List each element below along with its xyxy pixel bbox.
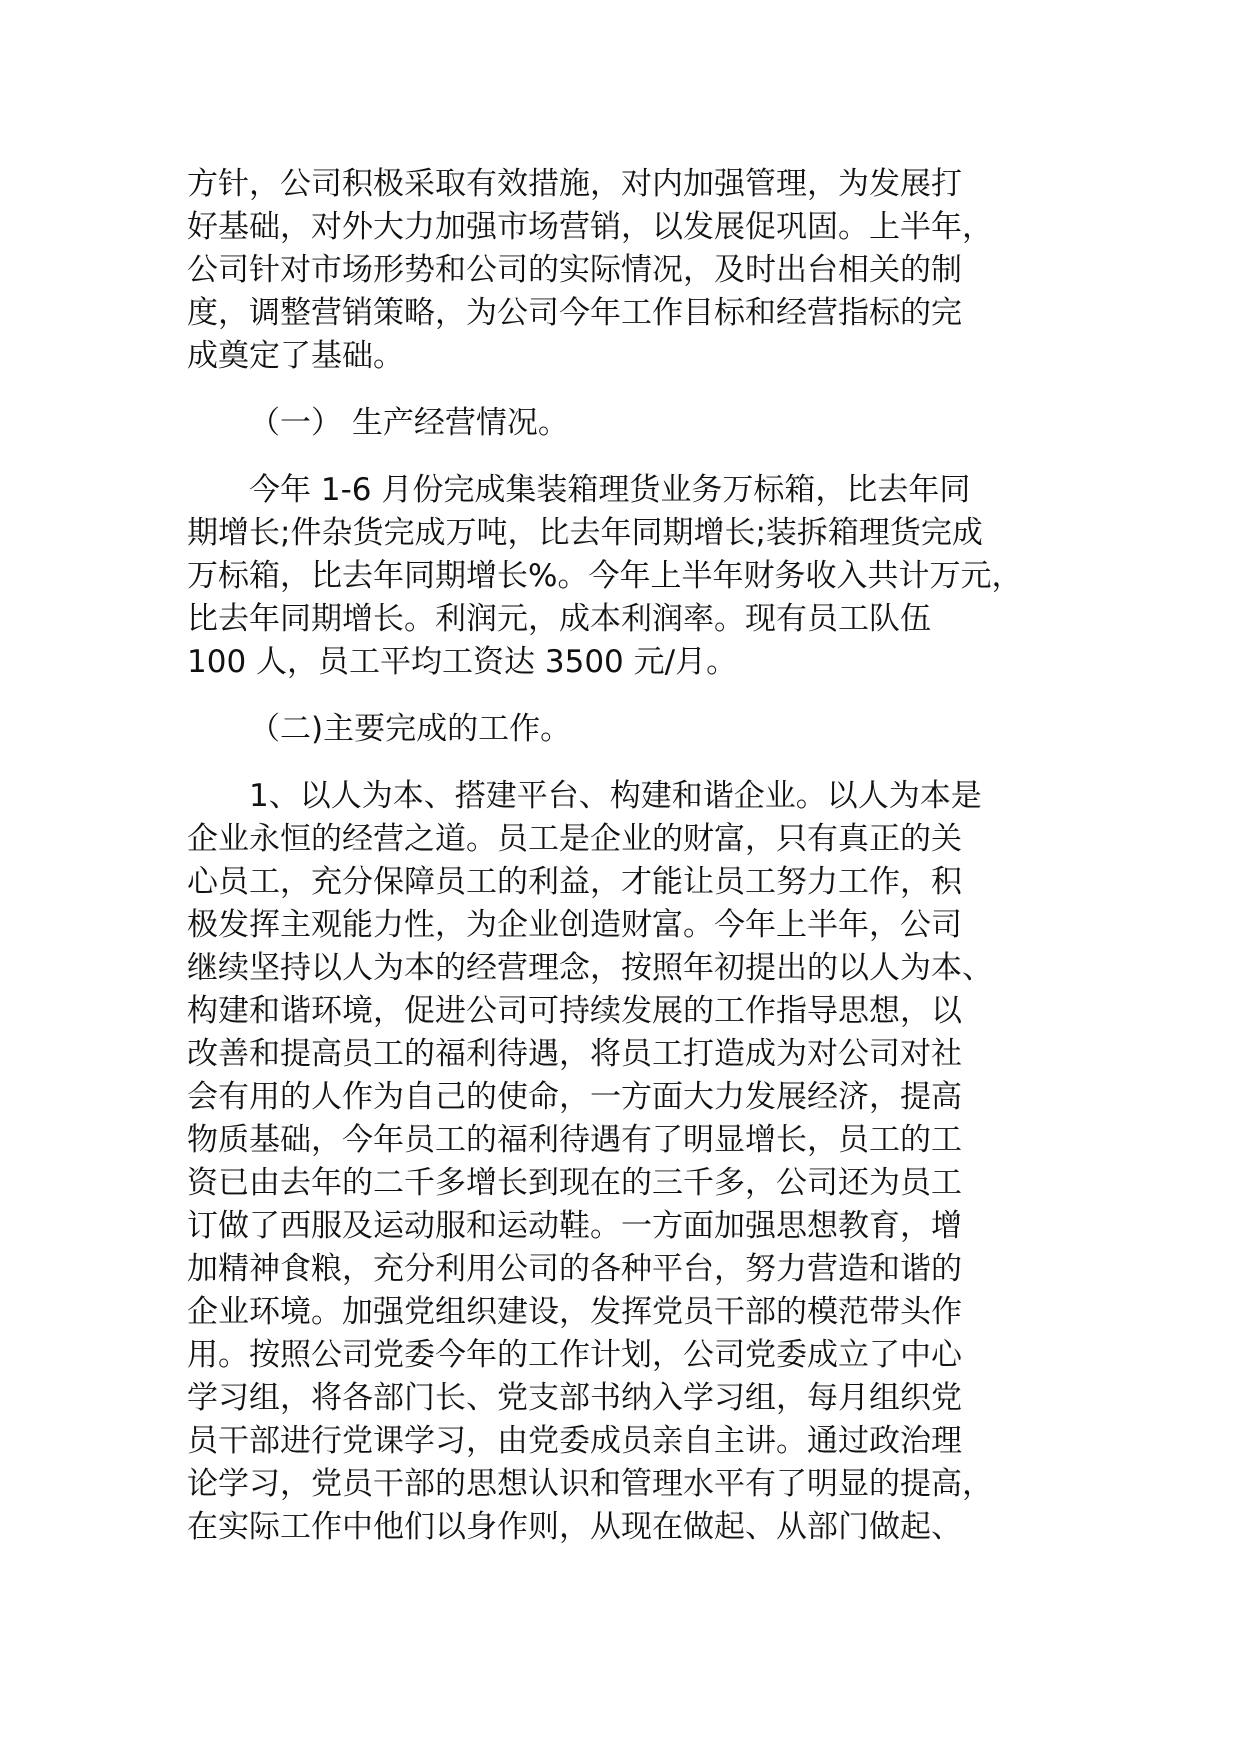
text-line: 员干部进行党课学习，由党委成员亲自主讲。通过政治理 <box>187 1423 962 1459</box>
text-line: 物质基础，今年员工的福利待遇有了明显增长，员工的工 <box>187 1122 962 1158</box>
paragraph-production <box>187 469 1087 684</box>
text-line: 今年 1-6 月份完成集装箱理货业务万标箱，比去年同 <box>249 472 971 508</box>
text-line: 1、以人为本、搭建平台、构建和谐企业。以人为本是 <box>249 778 982 814</box>
text-line: 100 人，员工平均工资达 3500 元/月。 <box>187 644 738 680</box>
text-line: 用。按照公司党委今年的工作计划，公司党委成立了中心 <box>187 1337 962 1373</box>
text-line: 构建和谐环境，促进公司可持续发展的工作指导思想，以 <box>187 993 962 1029</box>
text-line: 方针，公司积极采取有效措施，对内加强管理，为发展打 <box>187 166 962 202</box>
text-line: 期增长;件杂货完成万吨，比去年同期增长;装拆箱理货完成 <box>187 515 983 551</box>
text-line: 会有用的人作为自己的使命，一方面大力发展经济，提高 <box>187 1079 962 1115</box>
text-line: 在实际工作中他们以身作则，从现在做起、从部门做起、 <box>187 1509 962 1545</box>
text-line: 资已由去年的二千多增长到现在的三千多，公司还为员工 <box>187 1165 962 1201</box>
text-line: 好基础，对外大力加强市场营销，以发展促巩固。上半年， <box>187 209 993 245</box>
text-line: 成奠定了基础。 <box>187 338 404 374</box>
text-line: 继续坚持以人为本的经营理念，按照年初提出的以人为本、 <box>187 950 993 986</box>
document-body <box>187 163 1087 1549</box>
paragraph-intro <box>187 163 1087 378</box>
text-line: 订做了西服及运动服和运动鞋。一方面加强思想教育，增 <box>187 1208 962 1244</box>
text-line: 企业永恒的经营之道。员工是企业的财富，只有真正的关 <box>187 821 962 857</box>
text-line: 学习组，将各部门长、党支部书纳入学习组，每月组织党 <box>187 1380 962 1416</box>
text-line: 比去年同期增长。利润元，成本利润率。现有员工队伍 <box>187 601 931 637</box>
section-heading-production: （一） 生产经营情况。 <box>249 405 569 441</box>
text-line: 企业环境。加强党组织建设，发挥党员干部的模范带头作 <box>187 1294 962 1330</box>
paragraph-people-oriented <box>187 775 1087 1549</box>
text-line: 极发挥主观能力性，为企业创造财富。今年上半年，公司 <box>187 907 962 943</box>
section-heading-work: （二)主要完成的工作。 <box>249 711 572 747</box>
text-line: 公司针对市场形势和公司的实际情况，及时出台相关的制 <box>187 252 962 288</box>
text-line: 加精神食粮，充分利用公司的各种平台，努力营造和谐的 <box>187 1251 962 1287</box>
text-line: 度，调整营销策略，为公司今年工作目标和经营指标的完 <box>187 295 962 331</box>
text-line: 心员工，充分保障员工的利益，才能让员工努力工作，积 <box>187 864 962 900</box>
text-line: 改善和提高员工的福利待遇，将员工打造成为对公司对社 <box>187 1036 962 1072</box>
text-line: 论学习，党员干部的思想认识和管理水平有了明显的提高， <box>187 1466 993 1502</box>
text-line: 万标箱，比去年同期增长%。今年上半年财务收入共计万元， <box>187 558 1023 594</box>
